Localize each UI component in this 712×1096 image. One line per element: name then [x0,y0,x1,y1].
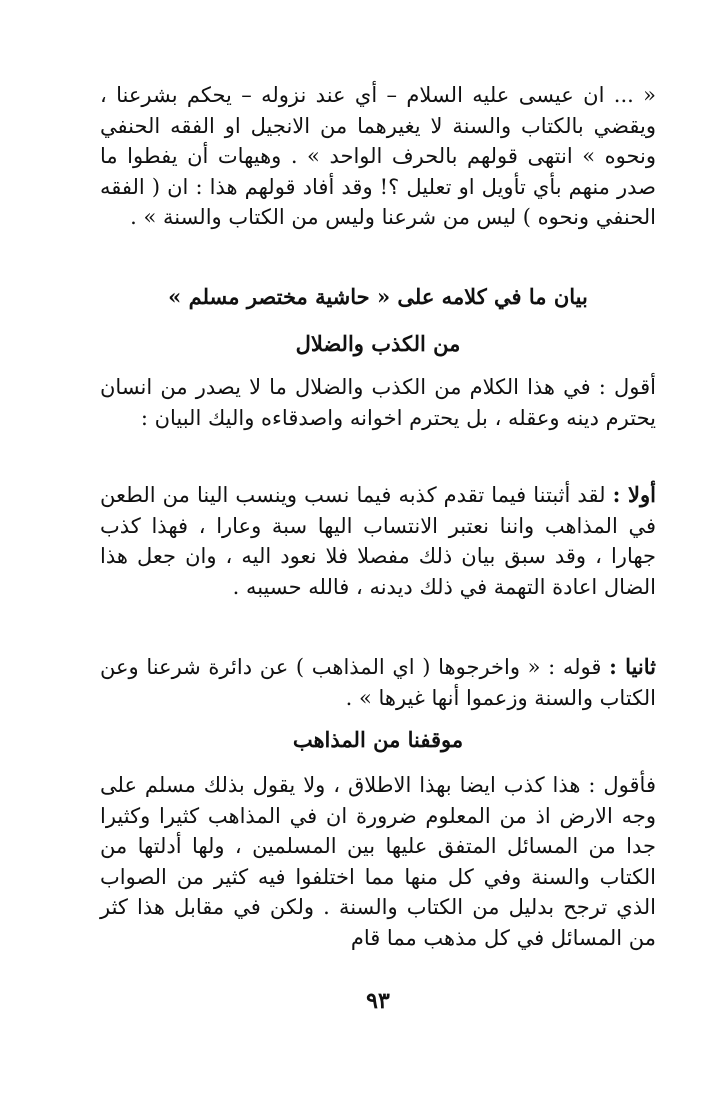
page-number: ٩٣ [366,988,390,1014]
paragraph-second [100,652,656,713]
section-heading-lies: من الكذب والضلال [295,331,461,356]
paragraph-text: أقول : في هذا الكلام من الكذب والضلال ما لا يصدر من انسان يحترم دينه وعقله ، بل يحترم اخوانه واصدقاءه واليك البيان : [100,375,656,430]
paragraph-body: قوله : « واخرجوها ( اي المذاهب ) عن دائرة شرعنا وعن الكتاب والسنة وزعموا أنها غيرها » . [100,655,656,710]
section-heading-statement: بيان ما في كلامه على « حاشية مختصر مسلم » [168,284,588,309]
paragraph-lead: أولا : [612,482,657,507]
paragraph-lead: ثانيا : [609,654,657,679]
paragraph-i-say [100,372,656,433]
paragraph-text [100,480,656,602]
section-heading-position: موقفنا من المذاهب [292,727,464,752]
paragraph-response [100,770,656,953]
paragraph-body: لقد أثبتنا فيما تقدم كذبه فيما نسب وينسب الينا من الطعن في المذاهب واننا نعتبر الانتساب اليها سبة وعارا ، فهذا كذب جهارا ، وقد سبق بيان ذلك مفصلا فلا نعود اليه ، وان جعل هذا الضال اعادة التهمة في ذلك ديدنه ، فالله حسيبه . [100,483,656,599]
paragraph-quote-ending [100,80,656,233]
paragraph-first [100,480,656,602]
paragraph-text [100,652,656,713]
paragraph-text: فأقول : هذا كذب ايضا بهذا الاطلاق ، ولا يقول بذلك مسلم على وجه الارض اذ من المعلوم ضرورة ان في المذاهب كثيرا وكثيرا جدا من المسائل المتفق عليها بين المسلمين ، ولها أدلتها من الكتاب والسنة وفي كل منها مما اختلفوا فيه كثير من الصواب الذي ترجح بدليل من الكتاب والسنة . ولكن في مقابل هذا كثر من المسائل في كل مذهب مما قام [100,773,656,950]
paragraph-text: « ... ان عيسى عليه السلام – أي عند نزوله – يحكم بشرعنا ، ويقضي بالكتاب والسنة لا يغيرهما من الانجيل او الفقه الحنفي ونحوه » انتهى قولهم بالحرف الواحد » . وهيهات أن يفطوا ما صدر منهم بأي تأويل او تعليل ؟! وقد أفاد قولهم هذا : ان ( الفقه الحنفي ونحوه ) ليس من شرعنا وليس من الكتاب والسنة » . [100,83,656,229]
